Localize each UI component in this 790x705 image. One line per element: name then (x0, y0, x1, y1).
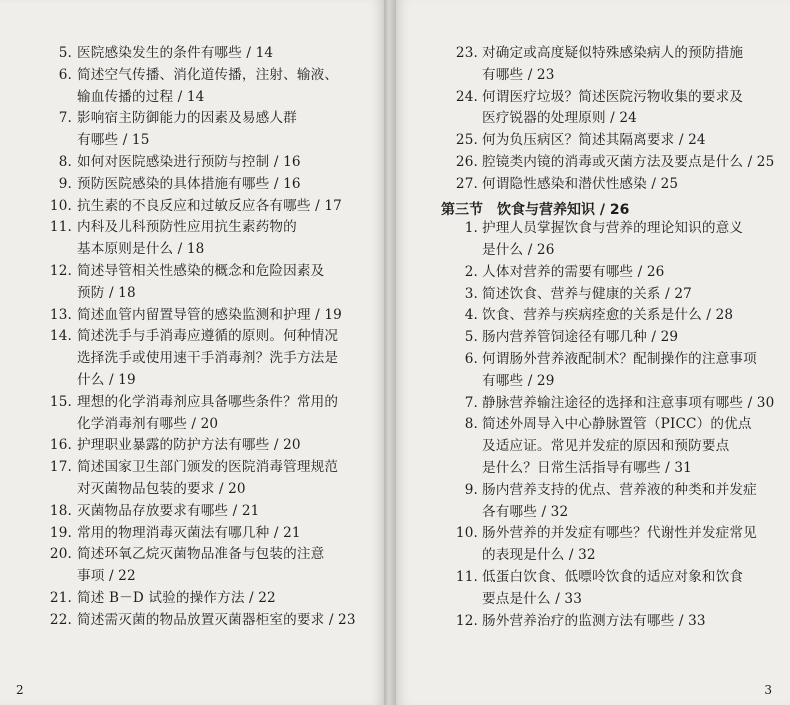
entry-number: 11. (49, 219, 72, 236)
entry-number: 12. (49, 263, 72, 279)
entry-title: 及适应证。常见并发症的原因和预防要点 (482, 438, 730, 455)
entry-number: 12. (455, 612, 478, 629)
entry-title: 内科及儿科预防性应用抗生素药物的 (77, 219, 297, 236)
entry-number: 5. (58, 45, 72, 61)
entry-title: 的表现是什么 / 32 (482, 547, 596, 564)
entry-title: 简述外周导入中心静脉置管（PICC）的优点 (482, 416, 752, 433)
page-number: 2 (16, 683, 24, 697)
entry-title: 何谓肠外营养液配制术？配制操作的注意事项 (482, 350, 757, 367)
entry-title: 肠内营养管饲途径有哪几种 / 29 (482, 329, 679, 346)
entry-title: 有哪些 / 15 (77, 132, 150, 149)
entry-number: 18. (49, 502, 72, 519)
entry-title: 事项 / 22 (77, 568, 136, 585)
entry-number: 21. (49, 590, 72, 606)
entry-title: 何为负压病区？简述其隔离要求 / 24 (482, 132, 706, 149)
entry-title: 各有哪些 / 32 (482, 503, 569, 520)
page-number: 3 (764, 683, 772, 697)
entry-title: 选择洗手或使用速干手消毒剂？洗手方法是 (77, 350, 339, 367)
entry-number: 24. (455, 88, 478, 105)
entry-title: 肠外营养治疗的监测方法有哪些 / 33 (482, 612, 706, 629)
entry-number: 5. (464, 329, 478, 346)
entry-number: 26. (455, 154, 478, 170)
entry-number: 16. (49, 437, 72, 454)
entry-title: 医疗锐器的处理原则 / 24 (482, 110, 637, 127)
entry-title: 人体对营养的需要有哪些 / 26 (482, 263, 665, 280)
entry-number: 10. (455, 525, 478, 542)
entry-title: 预防医院感染的具体措施有哪些 / 16 (77, 175, 301, 192)
entry-number: 8. (464, 416, 478, 433)
entry-title: 对确定或高度疑似特殊感染病人的预防措施 (482, 45, 744, 61)
entry-title: 灭菌物品存放要求有哪些 / 21 (77, 502, 260, 519)
entry-number: 3. (464, 285, 478, 302)
entry-title: 简述空气传播、消化道传播，注射、输液、 (77, 66, 339, 83)
entry-title: 基本原则是什么 / 18 (77, 241, 205, 258)
entry-number: 1. (464, 220, 478, 237)
entry-number: 14. (49, 328, 72, 345)
entry-title: 简述导管相关性感染的概念和危险因素及 (77, 263, 325, 279)
entry-number: 7. (464, 394, 478, 411)
entry-number: 22. (49, 611, 72, 628)
entry-number: 27. (455, 175, 478, 192)
entry-title: 低蛋白饮食、低嘌呤饮食的适应对象和饮食 (482, 568, 744, 585)
entry-number: 17. (49, 459, 72, 476)
entry-number: 4. (464, 307, 478, 324)
entry-title: 有哪些 / 23 (482, 66, 555, 83)
book-gutter (384, 0, 396, 705)
entry-title: 简述国家卫生部门颁发的医院消毒管理规范 (77, 459, 339, 476)
entry-title: 何谓隐性感染和潜伏性感染 / 25 (482, 175, 679, 192)
entry-title: 是什么？日常生活指导有哪些 / 31 (482, 459, 692, 476)
entry-title: 预防 / 18 (77, 284, 136, 301)
entry-title: 护理人员掌握饮食与营养的理论知识的意义 (482, 220, 744, 237)
entry-title: 简述需灭菌的物品放置灭菌器柜室的要求 / 23 (77, 611, 356, 628)
entry-title: 什么 / 19 (77, 372, 136, 388)
entry-title: 医院感染发生的条件有哪些 / 14 (77, 45, 274, 61)
entry-title: 腔镜类内镜的消毒或灭菌方法及要点是什么 / 25 (482, 154, 775, 170)
entry-number: 2. (464, 263, 478, 280)
entry-title: 是什么 / 26 (482, 241, 555, 258)
entry-title: 肠外营养的并发症有哪些？代谢性并发症常见 (482, 525, 757, 542)
entry-title: 如何对医院感染进行预防与控制 / 16 (77, 154, 301, 170)
entry-title: 何谓医疗垃圾？简述医院污物收集的要求及 (482, 88, 744, 105)
entry-number: 13. (49, 306, 72, 323)
entry-number: 15. (49, 393, 72, 410)
entry-title: 肠内营养支持的优点、营养液的种类和并发症 (482, 481, 757, 498)
entry-number: 10. (49, 197, 72, 214)
entry-title: 有哪些 / 29 (482, 372, 555, 389)
entry-title: 化学消毒剂有哪些 / 20 (77, 415, 219, 432)
entry-title: 简述血管内留置导管的感染监测和护理 / 19 (77, 306, 342, 323)
entry-title: 护理职业暴露的防护方法有哪些 / 20 (77, 437, 301, 454)
entry-number: 19. (49, 524, 72, 541)
entry-title: 饮食、营养与疾病痊愈的关系是什么 / 28 (482, 307, 734, 324)
entry-number: 23. (455, 45, 478, 61)
left-page (0, 0, 384, 705)
entry-number: 9. (58, 175, 72, 192)
entry-title: 对灭菌物品包装的要求 / 20 (77, 481, 246, 497)
entry-title: 静脉营养输注途径的选择和注意事项有哪些 / 30 (482, 394, 775, 411)
entry-title: 简述饮食、营养与健康的关系 / 27 (482, 285, 692, 302)
entry-number: 25. (455, 132, 478, 149)
entry-title: 简述 B－D 试验的操作方法 / 22 (77, 590, 276, 606)
entry-title: 理想的化学消毒剂应具备哪些条件？常用的 (77, 393, 339, 410)
entry-number: 9. (464, 481, 478, 498)
entry-number: 8. (58, 154, 72, 170)
entry-title: 简述洗手与手消毒应遵循的原则。何种情况 (77, 328, 339, 345)
entry-title: 要点是什么 / 33 (482, 590, 582, 607)
section-heading: 第三节 饮食与营养知识 / 26 (441, 201, 630, 218)
right-page (396, 0, 790, 705)
entry-number: 20. (49, 546, 72, 563)
entry-title: 简述环氧乙烷灭菌物品准备与包装的注意 (77, 546, 325, 563)
entry-number: 6. (464, 350, 478, 367)
entry-title: 常用的物理消毒灭菌法有哪几种 / 21 (77, 524, 301, 541)
entry-number: 6. (58, 66, 72, 83)
entry-title: 输血传播的过程 / 14 (77, 88, 205, 105)
entry-title: 抗生素的不良反应和过敏反应各有哪些 / 17 (77, 197, 342, 214)
entry-number: 11. (455, 568, 478, 585)
entry-title: 影响宿主防御能力的因素及易感人群 (77, 110, 297, 127)
entry-number: 7. (58, 110, 72, 127)
